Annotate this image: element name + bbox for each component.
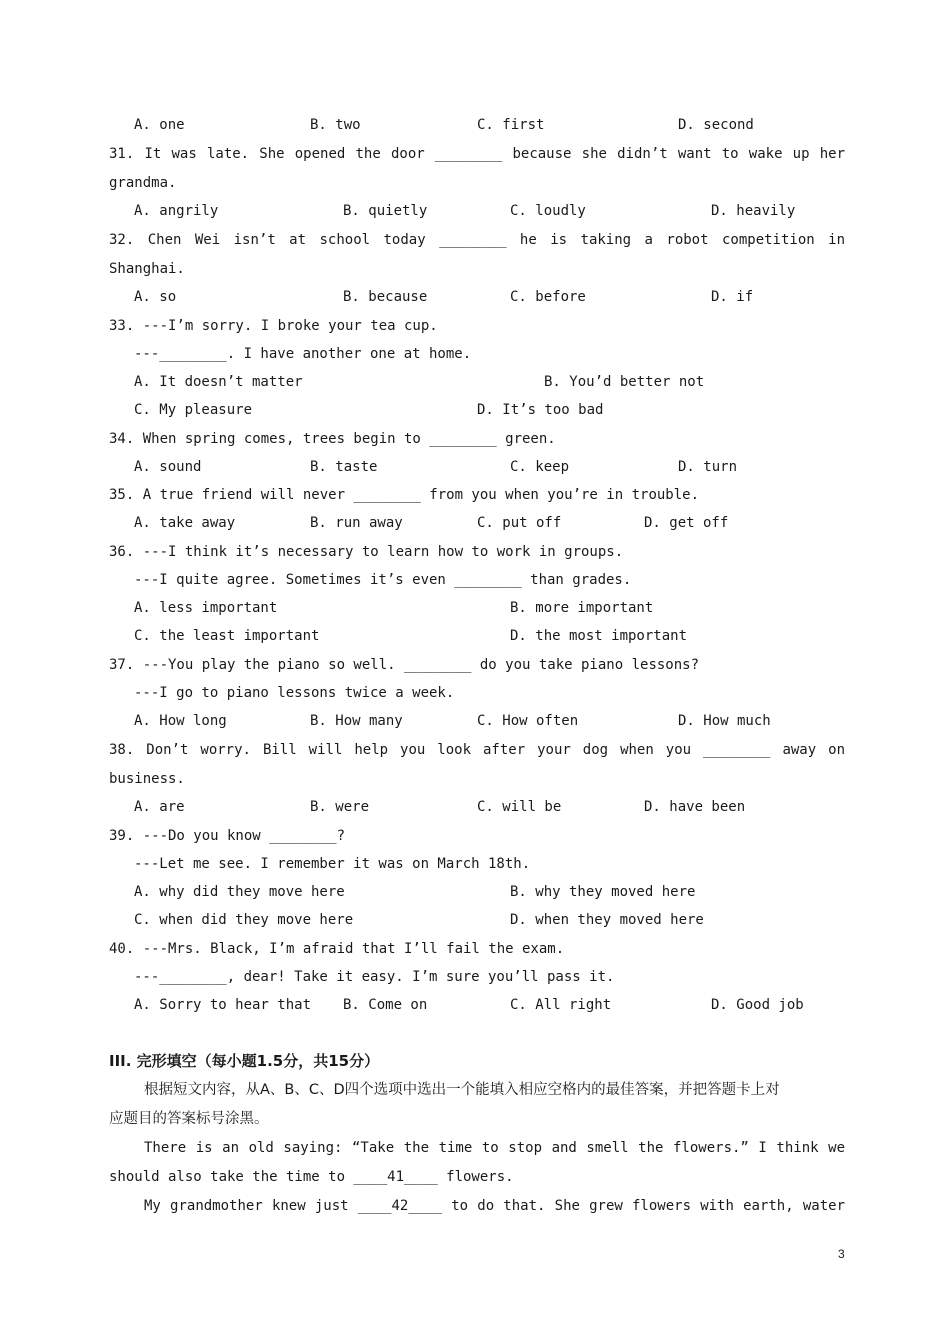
- q35-stem-line1: 35. A true friend will never ________ from you when you’re in trouble.: [109, 487, 700, 503]
- q30-option-b: B. two: [310, 117, 361, 133]
- q33-option-a: A. It doesn’t matter: [134, 374, 303, 390]
- q32-stem-line1: 32. Chen Wei isn’t at school today ________ he is taking a robot competition in: [109, 232, 845, 248]
- q36-option-a: A. less important: [134, 600, 278, 616]
- q38-stem-line1: 38. Don’t worry. Bill will help you look after your dog when you ________ away on: [109, 742, 845, 758]
- q33-option-d: D. It’s too bad: [477, 402, 604, 418]
- q40-option-c: C. All right: [510, 997, 612, 1013]
- q37-stem-line1: 37. ---You play the piano so well. ________ do you take piano lessons?: [109, 657, 700, 673]
- section-3-instruction-line2: 应题目的答案标号涂黑。: [109, 1111, 269, 1127]
- q36-option-b: B. more important: [510, 600, 654, 616]
- q39-option-c: C. when did they move here: [134, 912, 354, 928]
- q34-option-c: C. keep: [510, 459, 570, 475]
- q30-option-d: D. second: [678, 117, 754, 133]
- q31-option-d: D. heavily: [711, 203, 796, 219]
- passage-para1-line1: There is an old saying: “Take the time to stop and smell the flowers.” I think we: [144, 1140, 845, 1156]
- q36-option-c: C. the least important: [134, 628, 320, 644]
- q36-stem-line1: 36. ---I think it’s necessary to learn how to work in groups.: [109, 544, 624, 560]
- page-number: 3: [838, 1247, 845, 1261]
- q33-stem-line1: 33. ---I’m sorry. I broke your tea cup.: [109, 318, 438, 334]
- q32-option-b: B. because: [343, 289, 428, 305]
- q31-stem-line1: 31. It was late. She opened the door ________ because she didn’t want to wake up her: [109, 146, 845, 162]
- q34-option-a: A. sound: [134, 459, 202, 475]
- q37-stem-line2: ---I go to piano lessons twice a week.: [134, 685, 455, 701]
- q37-option-c: C. How often: [477, 713, 579, 729]
- q31-option-a: A. angrily: [134, 203, 219, 219]
- q39-option-a: A. why did they move here: [134, 884, 345, 900]
- q34-stem-line1: 34. When spring comes, trees begin to ________ green.: [109, 431, 556, 447]
- q32-option-a: A. so: [134, 289, 177, 305]
- q38-option-c: C. will be: [477, 799, 562, 815]
- q33-option-c: C. My pleasure: [134, 402, 253, 418]
- q40-option-a: A. Sorry to hear that: [134, 997, 312, 1013]
- q35-option-b: B. run away: [310, 515, 403, 531]
- q38-stem-line2: business.: [109, 771, 185, 787]
- q31-option-c: C. loudly: [510, 203, 586, 219]
- q38-option-b: B. were: [310, 799, 370, 815]
- q39-option-d: D. when they moved here: [510, 912, 704, 928]
- q38-option-a: A. are: [134, 799, 185, 815]
- q37-option-b: B. How many: [310, 713, 403, 729]
- q33-stem-line2: ---________. I have another one at home.: [134, 346, 472, 362]
- q37-option-d: D. How much: [678, 713, 771, 729]
- q32-stem-line2: Shanghai.: [109, 261, 185, 277]
- passage-para2-line1: My grandmother knew just ____42____ to do that. She grew flowers with earth, water: [144, 1198, 845, 1214]
- q40-stem-line1: 40. ---Mrs. Black, I’m afraid that I’ll fail the exam.: [109, 941, 565, 957]
- q39-option-b: B. why they moved here: [510, 884, 696, 900]
- q38-option-d: D. have been: [644, 799, 746, 815]
- q31-option-b: B. quietly: [343, 203, 428, 219]
- q33-option-b: B. You’d better not: [544, 374, 705, 390]
- q35-option-d: D. get off: [644, 515, 729, 531]
- q30-option-a: A. one: [134, 117, 185, 133]
- q34-option-b: B. taste: [310, 459, 378, 475]
- q40-option-b: B. Come on: [343, 997, 428, 1013]
- passage-para1-line2: should also take the time to ____41____ flowers.: [109, 1169, 514, 1185]
- q31-stem-line2: grandma.: [109, 175, 177, 191]
- q36-stem-line2: ---I quite agree. Sometimes it’s even ________ than grades.: [134, 572, 632, 588]
- section-3-heading: III. 完形填空（每小题1.5分，共15分）: [109, 1052, 380, 1070]
- q32-option-d: D. if: [711, 289, 754, 305]
- q35-option-a: A. take away: [134, 515, 236, 531]
- q35-option-c: C. put off: [477, 515, 562, 531]
- q36-option-d: D. the most important: [510, 628, 688, 644]
- q39-stem-line1: 39. ---Do you know ________?: [109, 828, 346, 844]
- q30-option-c: C. first: [477, 117, 545, 133]
- q39-stem-line2: ---Let me see. I remember it was on March 18th.: [134, 856, 531, 872]
- q40-option-d: D. Good job: [711, 997, 804, 1013]
- section-3-instruction-line1: 根据短文内容，从A、B、C、D四个选项中选出一个能填入相应空格内的最佳答案，并把答题卡上对: [144, 1082, 780, 1098]
- q34-option-d: D. turn: [678, 459, 738, 475]
- q37-option-a: A. How long: [134, 713, 227, 729]
- q40-stem-line2: ---________, dear! Take it easy. I’m sure you’ll pass it.: [134, 969, 615, 985]
- q32-option-c: C. before: [510, 289, 586, 305]
